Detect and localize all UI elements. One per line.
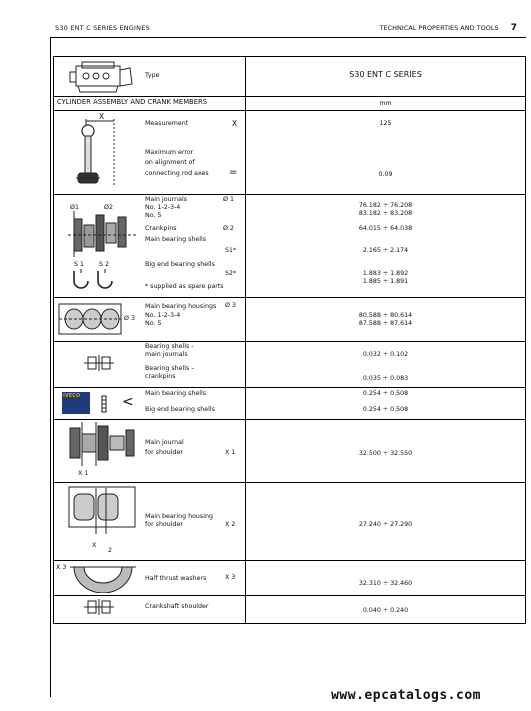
clearance-label-2: main journals bbox=[145, 351, 188, 358]
clearance-label-4: crankpins bbox=[145, 373, 176, 380]
measurement-symbol: X bbox=[232, 119, 238, 128]
thrust-washers-row bbox=[54, 561, 525, 596]
rod-measurement-row bbox=[54, 111, 525, 195]
section-label: CYLINDER ASSEMBLY AND CRANK MEMBERS bbox=[57, 98, 208, 106]
undersize-value-1: 0.254 ÷ 0.508 bbox=[362, 390, 409, 397]
housings-sub2-value: 87.588 ÷ 87.614 bbox=[358, 320, 413, 327]
fig-x3-label: X 3 bbox=[56, 564, 67, 571]
fig-x2-label: X bbox=[92, 542, 97, 549]
error-label-2: on alignment of bbox=[145, 159, 195, 166]
housing-shoulder-label-2: for shoulder bbox=[145, 521, 183, 528]
header-rule bbox=[50, 37, 526, 38]
journal-shoulder-symbol: X 1 bbox=[225, 449, 236, 456]
housing-shoulder-symbol: X 2 bbox=[225, 521, 236, 528]
crankshaft-shoulder-label: Crankshaft shoulder bbox=[145, 603, 209, 610]
clearance-value-2: 0.035 ÷ 0.083 bbox=[362, 375, 409, 382]
crankshaft-shoulder-value: 0.040 ÷ 0.240 bbox=[362, 607, 409, 614]
thrust-washer-figure bbox=[54, 561, 142, 595]
fig-o2-label: Ø2 bbox=[104, 204, 113, 211]
clearance-icon bbox=[84, 355, 114, 371]
crankpins-value: 64.015 ÷ 64.038 bbox=[358, 225, 413, 232]
thrust-washers-label: Half thrust washers bbox=[145, 575, 207, 582]
fig-o3-label: Ø 3 bbox=[124, 315, 135, 322]
connecting-rod-figure bbox=[54, 111, 142, 194]
crankshaft-figure bbox=[54, 195, 142, 297]
thrust-washers-symbol: X 3 bbox=[225, 574, 236, 581]
page-number: 7 bbox=[510, 23, 517, 33]
journals-row bbox=[54, 195, 525, 298]
spec-table bbox=[53, 56, 526, 624]
main-bearing-shells-label: Main bearing shells bbox=[145, 236, 207, 243]
crankshaft-shoulder-figure bbox=[54, 596, 142, 623]
spare-parts-note: * supplied as spare parts bbox=[145, 283, 224, 290]
thrust-washer-icon bbox=[70, 563, 136, 593]
type-label: Type bbox=[145, 72, 160, 79]
less-than-symbol: < bbox=[122, 394, 134, 410]
housing-shoulder-row bbox=[54, 483, 525, 561]
s2-value-2: 1.885 ÷ 1.891 bbox=[362, 278, 409, 285]
section-row bbox=[54, 97, 525, 111]
clearance-value-1: 0.032 ÷ 0.102 bbox=[362, 351, 409, 358]
section-title: TECHNICAL PROPERTIES AND TOOLS bbox=[379, 24, 499, 32]
fig-x-label: X bbox=[99, 112, 105, 121]
journal-shoulder-figure bbox=[54, 420, 142, 482]
journal-shoulder-label-1: Main journal bbox=[145, 439, 184, 446]
s2-value-1: 1.883 ÷ 1.892 bbox=[362, 270, 409, 277]
connecting-rod-icon bbox=[74, 117, 134, 193]
journal-shoulder-value: 32.500 ÷ 32.550 bbox=[358, 450, 413, 457]
undersize-value-2: 0.254 ÷ 0.508 bbox=[362, 406, 409, 413]
housing-figure bbox=[54, 298, 142, 341]
error-label-3: connecting rod axes bbox=[145, 170, 209, 177]
main-journals-sub2-value: 83.182 ÷ 83.208 bbox=[358, 210, 413, 217]
measurement-value: 125 bbox=[379, 120, 392, 127]
page-header-right bbox=[380, 23, 517, 33]
engine-block-icon bbox=[68, 60, 138, 94]
thrust-washers-value: 32.310 ÷ 32.460 bbox=[358, 580, 413, 587]
engine-figure bbox=[54, 57, 142, 96]
clearance-label-1: Bearing shells - bbox=[145, 343, 194, 350]
unit-label: mm bbox=[379, 100, 392, 107]
clearance-figure bbox=[54, 342, 142, 387]
crankshaft-icon bbox=[66, 211, 140, 259]
fig-s2-label: S 2 bbox=[99, 261, 110, 268]
main-journals-sub1-value: 76.182 ÷ 76.208 bbox=[358, 202, 413, 209]
crankpins-symbol: Ø 2 bbox=[223, 225, 234, 232]
crankshaft-shoulder-row bbox=[54, 596, 525, 623]
bearing-clearance-row bbox=[54, 342, 525, 388]
s1-symbol: S1* bbox=[225, 247, 237, 254]
housing-shoulder-label-1: Main bearing housing bbox=[145, 513, 213, 520]
main-journals-sub2: No. 5 bbox=[145, 212, 162, 219]
fig-x2-sub: 2 bbox=[108, 547, 113, 554]
fig-o1-label: Ø1 bbox=[70, 204, 79, 211]
page-header-left: S30 ENT C SERIES ENGINES bbox=[55, 24, 150, 32]
housing-shoulder-figure bbox=[54, 483, 142, 560]
undersize-label-1: Main bearing shells bbox=[145, 390, 207, 397]
s1-value: 2.165 ÷ 2.174 bbox=[362, 247, 409, 254]
journal-shoulder-icon bbox=[68, 422, 138, 466]
left-margin-rule bbox=[50, 37, 51, 697]
housings-symbol: Ø 3 bbox=[225, 302, 236, 309]
housings-sub1-value: 80.588 ÷ 80.614 bbox=[358, 312, 413, 319]
main-journals-label: Main journals bbox=[145, 196, 187, 203]
housing-shoulder-icon bbox=[68, 486, 138, 534]
footer-url[interactable]: www.epcatalogs.com bbox=[331, 688, 481, 703]
s2-symbol: S2* bbox=[225, 270, 237, 277]
housings-sub1: No. 1-2-3-4 bbox=[145, 312, 181, 319]
housings-sub2: No. 5 bbox=[145, 320, 162, 327]
clearance-label-3: Bearing shells – bbox=[145, 365, 195, 372]
big-end-shells-label: Big end bearing shells bbox=[145, 261, 215, 268]
measurement-label: Measurement bbox=[145, 120, 189, 127]
main-journals-sub1: No. 1-2-3-4 bbox=[145, 204, 181, 211]
type-value: S30 ENT C SERIES bbox=[349, 70, 422, 79]
iveco-badge-text: IVECO bbox=[63, 393, 81, 399]
housing-shoulder-value: 27.240 ÷ 27.290 bbox=[358, 521, 413, 528]
journal-shoulder-row bbox=[54, 420, 525, 483]
error-symbol: = bbox=[229, 167, 238, 178]
undersize-row bbox=[54, 388, 525, 420]
bearing-housings-row bbox=[54, 298, 525, 342]
type-row bbox=[54, 57, 525, 97]
fig-x1-label: X 1 bbox=[78, 470, 89, 477]
fig-s1-label: S 1 bbox=[74, 261, 85, 268]
shell-gauge-icon bbox=[99, 395, 109, 413]
error-label-1: Maximum error bbox=[145, 149, 194, 156]
bearing-housing-icon bbox=[58, 303, 124, 335]
shoulder-clearance-icon bbox=[84, 599, 114, 615]
undersize-label-2: Big end bearing shells bbox=[145, 406, 215, 413]
error-value: 0.09 bbox=[378, 171, 393, 178]
crankpins-label: Crankpins bbox=[145, 225, 177, 232]
housings-label: Main bearing housings bbox=[145, 303, 217, 310]
iveco-badge bbox=[62, 392, 90, 414]
bearing-shells-icon bbox=[70, 269, 120, 291]
undersize-figure bbox=[54, 388, 142, 419]
journal-shoulder-label-2: for shoulder bbox=[145, 449, 183, 456]
main-journals-symbol: Ø 1 bbox=[223, 196, 234, 203]
